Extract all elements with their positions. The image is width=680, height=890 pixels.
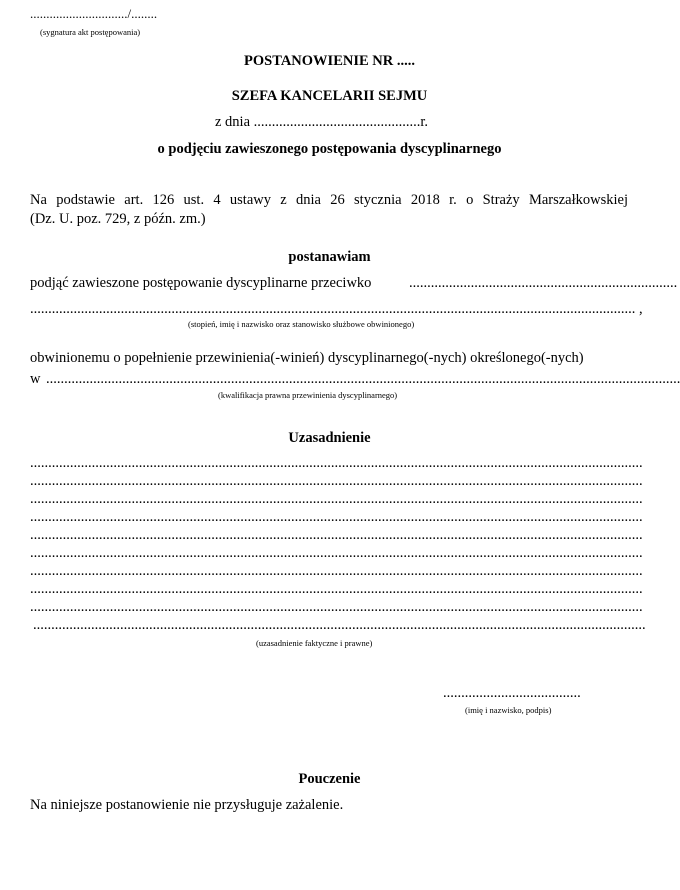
accused-dotted-field: ..........................................................................	[409, 275, 678, 291]
justification-line: .........................................................................................................................................................................	[30, 581, 643, 597]
case-number-line: ............................../........	[30, 6, 158, 21]
instruction-heading: Pouczenie	[298, 771, 361, 787]
justification-line: .........................................................................................................................................................................	[30, 527, 643, 543]
offense-dotted-field: ...............................................................................................................................................................................	[46, 371, 680, 387]
signature-dotted-field: ......................................	[443, 685, 581, 701]
justification-line: .........................................................................................................................................................................	[30, 599, 643, 615]
legal-basis-line-2: (Dz. U. poz. 729, z późn. zm.)	[30, 211, 206, 227]
justification-line: .........................................................................................................................................................................	[30, 545, 643, 561]
justification-heading: Uzasadnienie	[288, 430, 371, 446]
decision-line-4-prefix: w	[30, 371, 41, 387]
justification-caption: (uzasadnienie faktyczne i prawne)	[256, 638, 373, 648]
justification-line: .........................................................................................................................................................................	[30, 491, 643, 507]
accused-caption: (stopień, imię i nazwisko oraz stanowisko służbowe obwinionego)	[188, 319, 415, 329]
accused-dotted-field-continued: ....................................................................................................................................................................... ,	[30, 301, 643, 317]
justification-line: .........................................................................................................................................................................	[30, 455, 643, 471]
subject-line: o podjęciu zawieszonego postępowania dyscyplinarnego	[157, 141, 502, 157]
decision-line-1-text: podjąć zawieszone postępowanie dyscyplinarne przeciwko	[30, 275, 372, 291]
offense-caption: (kwalifikacja prawna przewinienia dyscyplinarnego)	[218, 390, 398, 400]
signature-caption: (imię i nazwisko, podpis)	[465, 705, 552, 715]
decision-heading: postanawiam	[288, 249, 371, 265]
justification-line: .........................................................................................................................................................................	[30, 473, 643, 489]
justification-line: .........................................................................................................................................................................	[30, 509, 643, 525]
decision-line-3-text: obwinionemu o popełnienie przewinienia(-winień) dyscyplinarnego(-nych) określonego(-nych)	[30, 350, 584, 366]
legal-basis-line-1: Na podstawie art. 126 ust. 4 ustawy z dnia 26 stycznia 2018 r. o Straży Marszałkowskiej	[30, 192, 628, 208]
decision-number-title: POSTANOWIENIE NR .....	[244, 53, 415, 69]
issuer-title: SZEFA KANCELARII SEJMU	[231, 88, 428, 104]
case-number-caption: (sygnatura akt postępowania)	[40, 27, 141, 37]
justification-line: .........................................................................................................................................................................	[30, 563, 643, 579]
justification-line: .........................................................................................................................................................................	[33, 617, 646, 633]
date-line: z dnia ..............................................r.	[215, 114, 429, 130]
instruction-text: Na niniejsze postanowienie nie przysługuje zażalenie.	[30, 797, 344, 813]
